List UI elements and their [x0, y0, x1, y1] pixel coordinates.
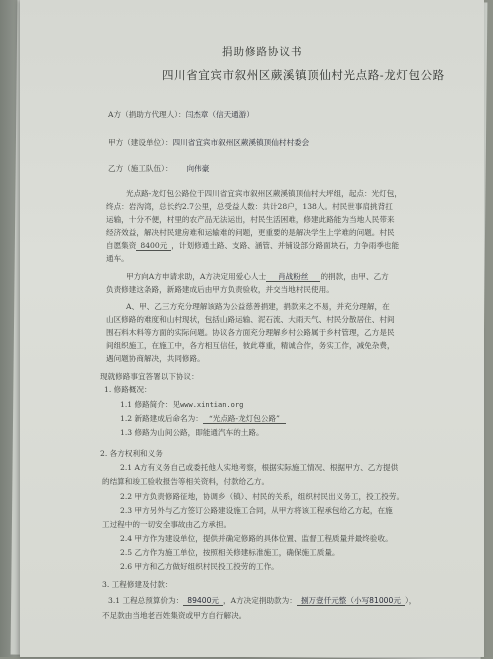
intro-line-4: 经济效益，解决村民建房难和运输难的问题，更重要的是解决学生上学难的问题。村民: [106, 228, 395, 237]
road-name: “光点路-龙灯包公路”: [203, 414, 286, 424]
section-3-heading: 3. 工程修建及付款：: [102, 580, 173, 589]
item-3-1: [108, 596, 416, 605]
item-1-3: 1.3 修路为山间公路，即能通汽车的土路。: [120, 428, 264, 437]
document-page: [20, 0, 484, 657]
intro-text: ，计划修通土路、支路、涵管、并铺设部分路面块石，力争雨季也能: [171, 241, 400, 250]
item-3-1-tail: ），: [404, 596, 417, 605]
party-a-line: [108, 110, 254, 119]
party-yi-value: 向伟豪: [186, 164, 210, 173]
item-1-2: [120, 414, 286, 423]
item-1-1-label: 1.1 修路简介：见: [120, 400, 181, 409]
intro-line-3: 运输，十分不便，村里的农产品无法运出，村民生活困难，修建此路能为当地人民带来: [106, 215, 395, 224]
section-2-heading: 2. 各方权利和义务: [100, 449, 163, 458]
intro-text: 自愿集资: [106, 241, 137, 250]
document-subtitle: 四川省宜宾市叙州区蕨溪镇顶仙村光点路-龙灯包公路: [162, 68, 445, 82]
para3-line-4: 间组织施工，在施工中，各方相互信任，彼此尊重，精诚合作，务实工作，减免杂费，: [106, 341, 395, 350]
para2-text: 的捐款，由甲、乙方: [320, 272, 389, 281]
donation-label: ，A方决定捐助款为：: [223, 596, 297, 605]
section-1-heading: 1. 修路概况：: [104, 385, 152, 394]
intro-line-1: 光点路-龙灯包公路位于四川省宜宾市叙州区蕨溪镇顶仙村大坪组，起点：光灯包，: [126, 189, 402, 198]
website-link[interactable]: www.xintian.org: [180, 401, 244, 409]
donation-amount: 捌万壹仟元整（小写81000元: [297, 596, 405, 606]
item-2-3-line-2: 工过程中的一切安全事故由乙方承担。: [102, 520, 232, 529]
item-2-1-line-2: 的结算和竣工验收报告等相关资料，付款给乙方。: [102, 477, 270, 486]
party-jia-label: 甲方（建设单位）：: [108, 138, 173, 147]
party-yi-line: [108, 164, 209, 173]
item-2-6: 2.6 甲方和乙方做好组织村民投工投劳的工作。: [120, 562, 279, 571]
total-budget: 89400元: [183, 596, 223, 606]
intro-line-6: 通车。: [106, 254, 129, 263]
item-2-4: 2.4 甲方作为建设单位，提供并确定修路的具体位置、监督工程质量并最终验收。: [120, 534, 393, 543]
item-1-1: [120, 400, 243, 410]
party-jia-line: [108, 138, 309, 147]
intro-line-2: 终点：岩沟湾，总长约2.7公里，总受益人数：共计28户，138人。村民世事肩挑背扛: [106, 202, 393, 211]
party-yi-label: 乙方（施工队伍）：: [108, 164, 173, 173]
document-title: 捐助修路协议书: [222, 46, 303, 58]
item-2-5: 2.5 乙方作为施工单位，按照相关修建标准施工，确保施工质量。: [120, 548, 340, 557]
agreement-intro: 现就修路事宜答署以下协议：: [100, 372, 199, 381]
party-a-value: 闫杰章（信天通游）: [185, 110, 254, 119]
item-2-2: 2.2 甲方负责修路征地，协调乡（镇）、村民的关系，组织村民出义务工，投工投劳。: [120, 492, 405, 501]
item-2-3-line-1: 2.3 甲方另外与乙方签订公路建设施工合同，从甲方将该工程承包给乙方起，在施: [120, 506, 393, 515]
para3-line-5: 遇问题协商解决，共同修路。: [106, 354, 205, 363]
para3-line-3: 围石料木料等方面的实际问题。协议各方面充分理解乡村公路属于乡村管理，乙方是民: [106, 328, 395, 337]
para3-line-2: 山区修路的难度和山村现状，包括山路运输、泥石流、大雨天气、村民分散居住、村间: [106, 315, 395, 324]
party-a-label: A方（捐助方代理人）：: [108, 110, 186, 119]
donor-name: 肖战粉丝: [266, 272, 320, 282]
item-1-2-label: 1.2 新路建成后命名为：: [120, 414, 203, 423]
intro-line-5: [106, 241, 399, 250]
self-funded-amount: 8400元: [136, 241, 171, 251]
budget-label: 3.1 工程总预算价为：: [108, 596, 184, 605]
item-3-1-line-2: 不足款由当地老百姓集资或甲方自行解决。: [102, 611, 247, 620]
para2-text: 甲方向A方申请求助，A方决定用爱心人士: [126, 272, 267, 281]
para2-line-2: 负责修建这条路，新路建成后由甲方负责验收，并交当地村民使用。: [106, 285, 334, 294]
para2-line-1: [126, 272, 389, 281]
party-jia-value: 四川省宜宾市叙州区蕨溪镇顶仙村村委会: [172, 138, 310, 147]
para3-line-1: A、甲、乙三方充分理解该路为公益慈善捐建，捐款来之不易，并充分理解，在: [126, 302, 390, 311]
item-2-1-line-1: 2.1 A方有义务自己或委托他人实地考察，根据实际施工情况、根据甲方、乙方提供: [120, 463, 399, 472]
